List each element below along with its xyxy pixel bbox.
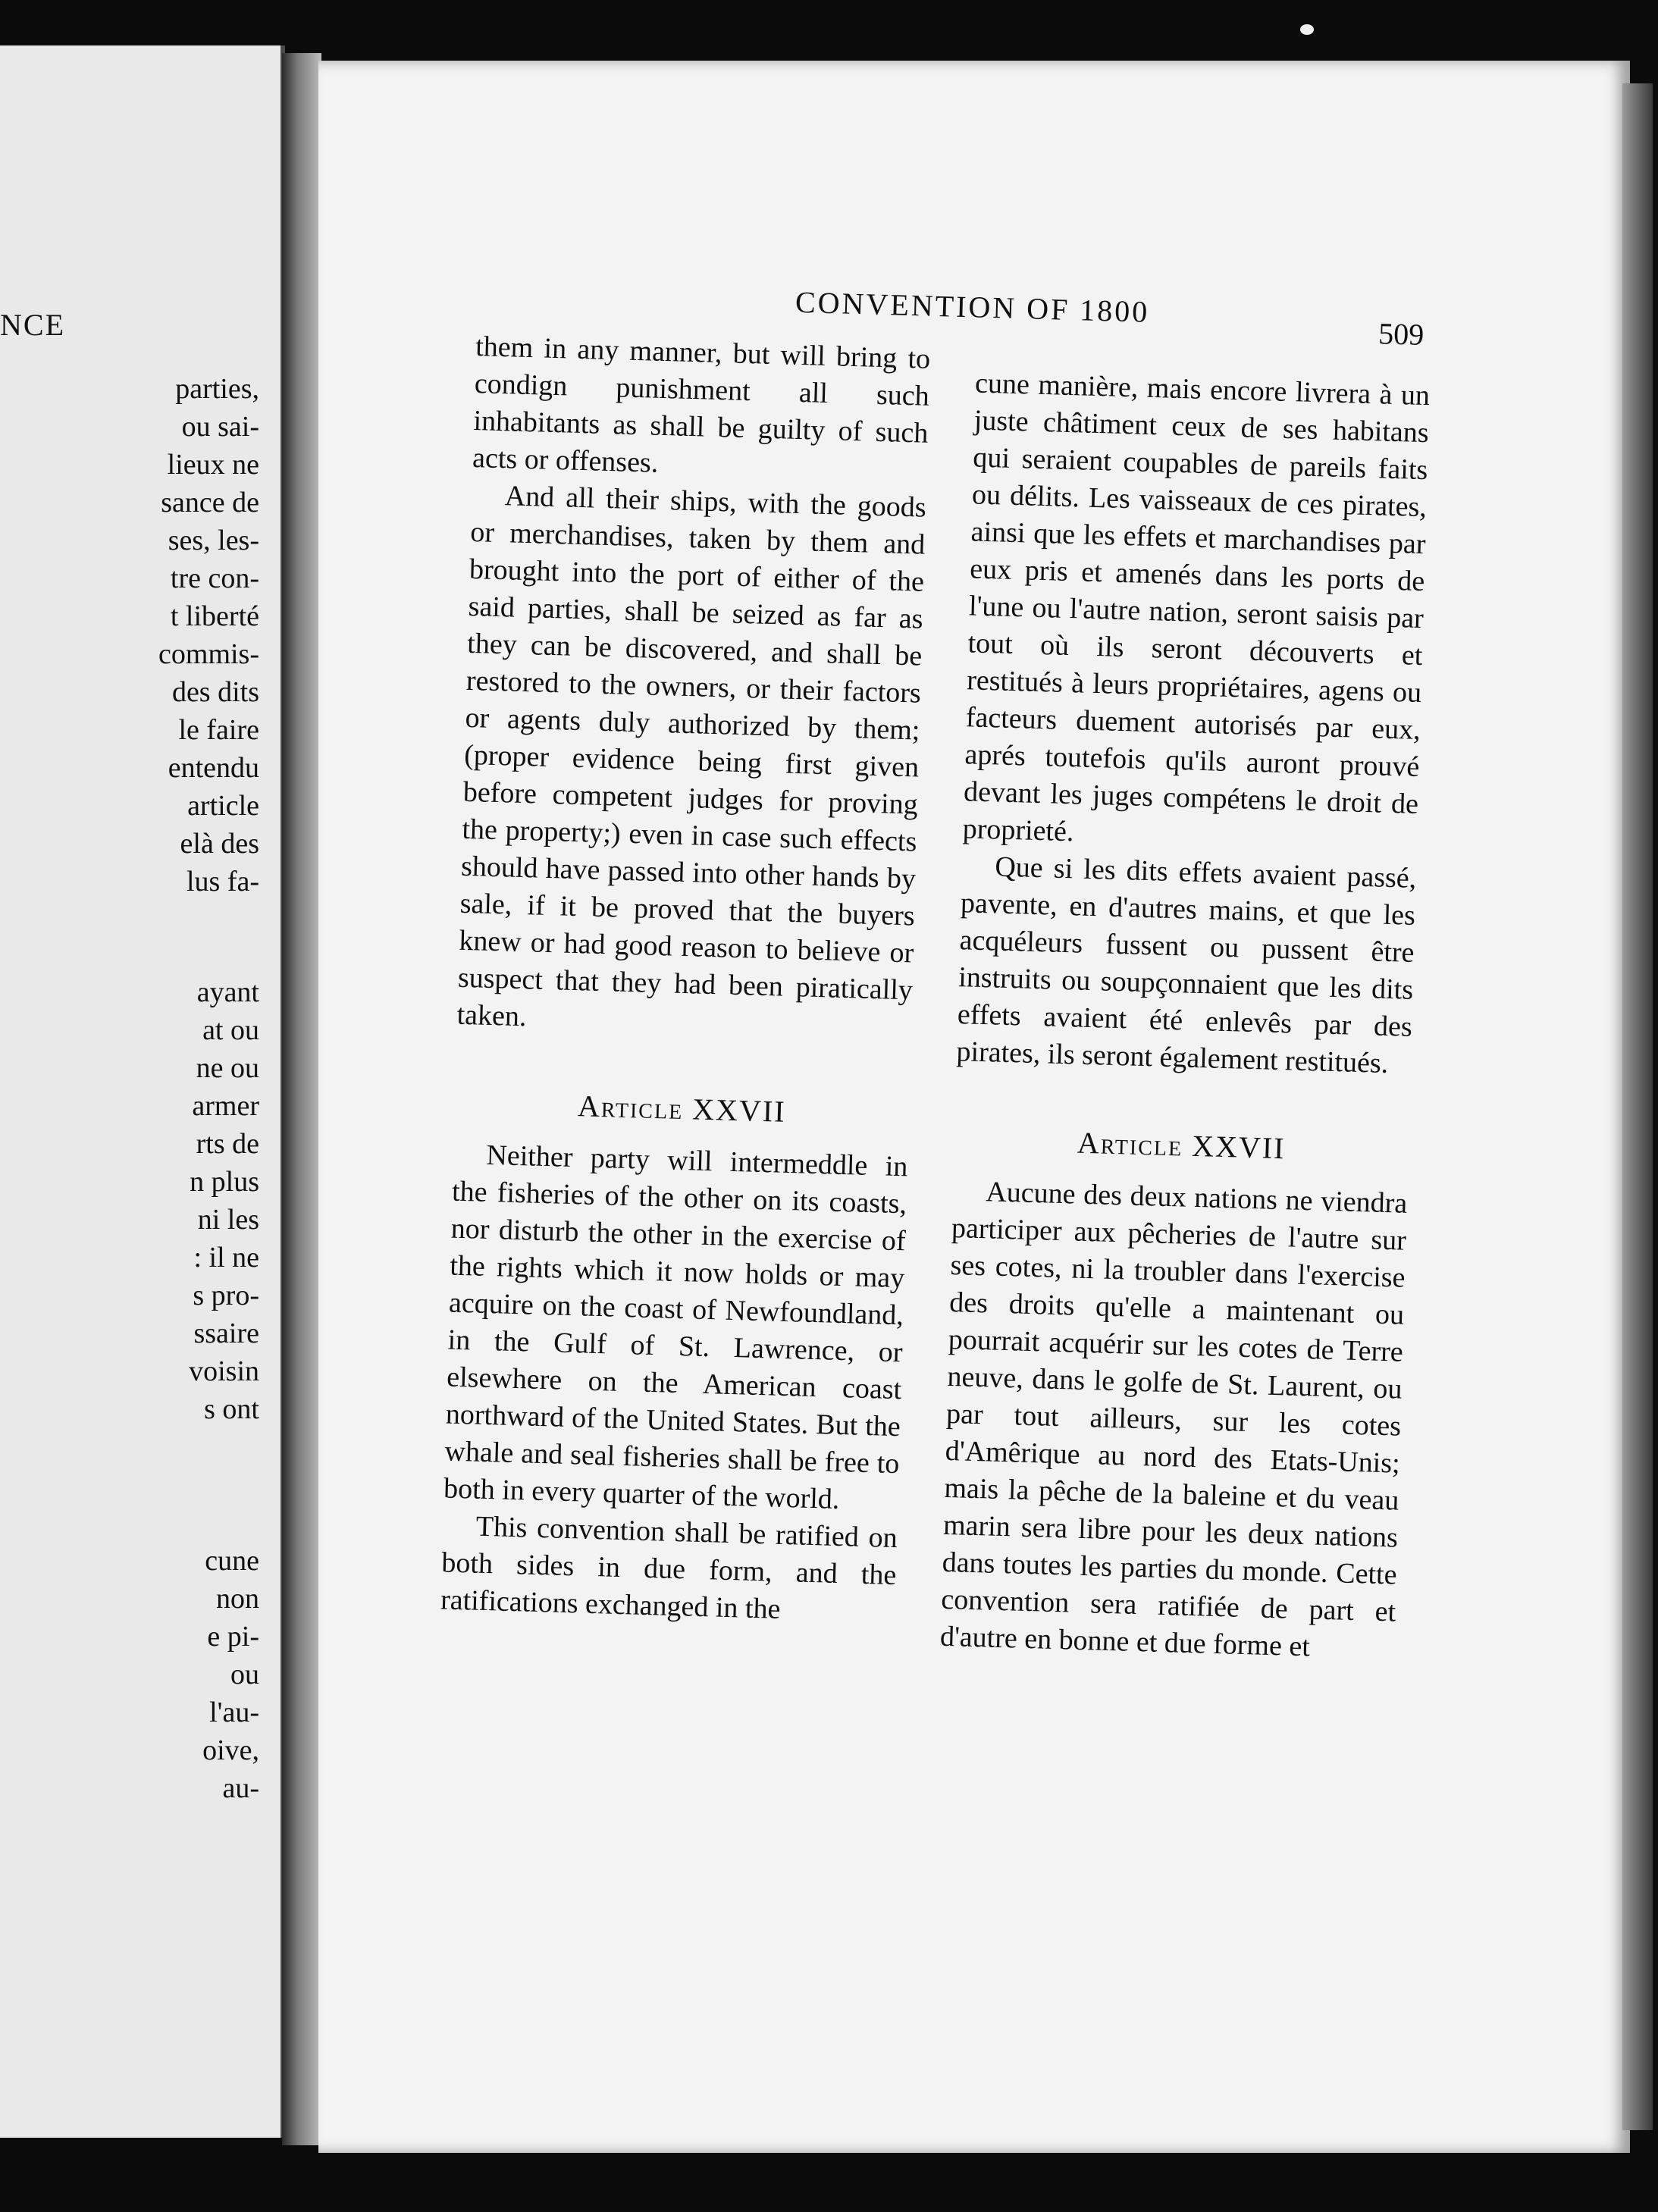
left-line: lus fa- [186, 866, 259, 898]
left-page-text [2, 370, 259, 1807]
english-article-heading [454, 1084, 910, 1134]
left-line: oive, [202, 1734, 259, 1766]
left-running-head: NCE [0, 308, 65, 342]
running-head: CONVENTION OF 1800 [795, 284, 1150, 329]
article-number: XXVII [691, 1092, 787, 1129]
left-line: tre con- [170, 562, 259, 594]
page-edge-shadow [1622, 83, 1653, 2130]
left-line: n plus [190, 1166, 259, 1198]
left-line: commis- [158, 638, 259, 670]
english-paragraph: This convention shall be ratified on both sides in due form, and the ratifications exchanged in the [440, 1510, 898, 1625]
left-line: ni les [197, 1204, 259, 1236]
left-line: armer [192, 1090, 259, 1122]
left-line: cune [205, 1545, 259, 1577]
left-line: entendu [168, 752, 259, 784]
left-line: : il ne [193, 1242, 259, 1274]
left-line: ayant [196, 976, 259, 1008]
left-line: at ou [202, 1014, 259, 1046]
left-facing-page [0, 45, 285, 2138]
left-line: ses, les- [168, 525, 259, 556]
french-column [939, 365, 1430, 1668]
french-paragraph: Aucune des deux nations ne viendra participer aux pêcheries de l'autre sur ses cotes, ni la troubler dans l'exercise des droits qu'elle a maintenant ou pourrait acquérir sur les cotes de Terre neuve, dans le golfe de St. Laurent, ou par tout ailleurs, sur les cotes d'Amêrique au nord des Etats-Unis; mais la pêche de la baleine et du veau marin sera libre pour les deux nations dans toutes les parties du monde. Cette convention sera ratifiée de part et d'autre en bonne et due forme et [939, 1176, 1408, 1663]
left-line: ou [230, 1659, 259, 1690]
left-line: parties, [175, 373, 259, 405]
page-number: 509 [1377, 316, 1425, 352]
left-line: t liberté [170, 600, 259, 632]
left-line: au- [222, 1772, 259, 1804]
left-line: rts de [196, 1128, 259, 1160]
left-line: le faire [178, 714, 259, 746]
left-line: ne ou [196, 1052, 259, 1084]
english-column [440, 328, 930, 1631]
french-article-heading [954, 1120, 1409, 1170]
left-line: des dits [171, 676, 259, 708]
left-line: sance de [161, 487, 259, 519]
english-paragraph: And all their ships, with the goods or merchandises, taken by them and brought into the port of either of the said parties, shall be seized as far as they can be discovered, and shall be restored to the owners, or their factors or agents duly authorized by them; (proper evidence being first given before competent judges for proving the property;) even in case such effects should have passed into other hands by sale, if it be proved that the buyers knew or had good reason to believe or suspect that they had been piratically taken. [456, 480, 927, 1033]
left-line: s ont [204, 1393, 259, 1425]
article-label: Article [577, 1089, 684, 1126]
page-content [349, 273, 1455, 1894]
left-line: non [216, 1583, 259, 1615]
english-paragraph: them in any manner, but will bring to condign punishment all such inhabitants as shall be guilty of such acts or offenses. [472, 331, 931, 479]
french-paragraph: Que si les dits effets avaient passé, pavente, en d'autres mains, et que les acquéleurs fussent ou pussent être instruits ou soupçonnaient que les dits effets avaient été enlevês par des pirates, ils seront également restitués. [956, 851, 1417, 1080]
article-label: Article [1077, 1125, 1183, 1163]
left-line: s pro- [193, 1280, 259, 1311]
left-line: ssaire [193, 1317, 259, 1349]
scan-speck [1300, 24, 1314, 35]
english-paragraph: Neither party will intermeddle in the fisheries of the other on its coasts, nor disturb the other in the exercise of the rights which it now holds or may acquire on the coast of Newfoundland, in the Gulf of St. Lawrence, or elsewhere on the American coast northward of the United States. But the whale and seal fisheries shall be free to both in every quarter of the world. [443, 1139, 908, 1516]
left-line: elà des [180, 828, 259, 860]
left-line: article [187, 790, 259, 822]
article-number: XXVII [1191, 1128, 1287, 1166]
left-line: ou sai- [181, 411, 259, 443]
book-gutter [282, 53, 321, 2145]
left-line: lieux ne [167, 449, 259, 481]
french-paragraph: cune manière, mais encore livrera à un juste châtiment ceux de ses habitans qui seraient coupables de pareils faits ou délits. Les vaisseaux de ces pirates, ainsi que les effets et marchandises par eux pris et amenés dans les ports de l'une ou l'autre nation, seront saisis par tout où ils seront découverts et restitués à leurs propriétaires, agens ou facteurs duement autorisés par eux, aprés toutefois qu'ils auront prouvé devant les juges compétens le droit de proprieté. [962, 367, 1431, 848]
left-line: voisin [189, 1355, 259, 1387]
left-line: l'au- [209, 1697, 259, 1728]
left-line: e pi- [207, 1621, 259, 1653]
